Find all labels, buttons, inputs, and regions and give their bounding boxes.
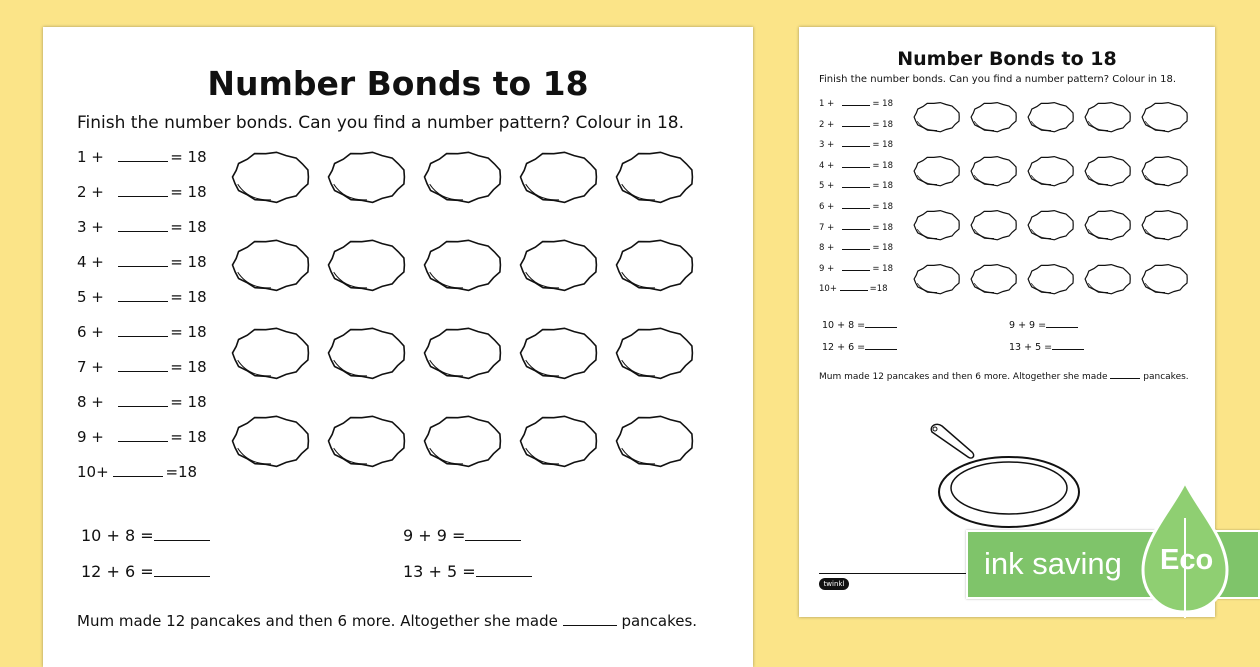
pancake-icon[interactable] <box>521 328 597 378</box>
bond-row <box>819 139 893 150</box>
bond-end: =18 <box>869 284 888 294</box>
sum-question <box>403 526 521 545</box>
answer-blank[interactable] <box>840 283 868 291</box>
bond-start: 3 + <box>77 218 104 236</box>
bond-end: = 18 <box>872 223 893 233</box>
story-text: Mum made 12 pancakes and then 6 more. Altogether she made <box>819 372 1108 382</box>
pancake-icon[interactable] <box>1142 157 1187 186</box>
bond-row <box>819 119 893 130</box>
bond-row <box>819 98 893 109</box>
sum-question <box>1009 319 1078 331</box>
worksheet-page-large <box>43 27 753 667</box>
bond-end: = 18 <box>170 288 207 306</box>
pancake-icon[interactable] <box>1142 103 1187 132</box>
answer-blank[interactable] <box>118 359 168 372</box>
pancake-icon[interactable] <box>1028 157 1073 186</box>
pancake-icon[interactable] <box>233 240 309 290</box>
bond-row <box>77 148 207 166</box>
bond-start: 10+ <box>819 284 837 294</box>
bond-row <box>77 218 207 236</box>
bond-start: 3 + <box>819 140 835 150</box>
answer-blank[interactable] <box>865 319 897 328</box>
bond-end: = 18 <box>872 161 893 171</box>
bond-start: 1 + <box>819 99 835 109</box>
bond-start: 7 + <box>819 223 835 233</box>
bond-start: 10+ <box>77 463 109 481</box>
pancake-icon[interactable] <box>971 103 1016 132</box>
answer-blank[interactable] <box>118 149 168 162</box>
sum-question <box>81 526 210 545</box>
bond-end: = 18 <box>170 323 207 341</box>
answer-blank[interactable] <box>842 201 870 209</box>
bond-start: 5 + <box>77 288 104 306</box>
bond-row <box>819 263 893 274</box>
story-text: Mum made 12 pancakes and then 6 more. Altogether she made <box>77 612 558 630</box>
bond-end: = 18 <box>872 264 893 274</box>
answer-blank[interactable] <box>154 528 210 541</box>
bond-row <box>77 323 207 341</box>
pancake-icon[interactable] <box>971 157 1016 186</box>
bond-row <box>77 393 207 411</box>
pancake-icon[interactable] <box>617 152 693 202</box>
bond-start: 9 + <box>819 264 835 274</box>
pancake-icon[interactable] <box>1085 157 1130 186</box>
bond-end: = 18 <box>170 148 207 166</box>
instructions: Finish the number bonds. Can you find a number pattern? Colour in 18. <box>77 113 685 133</box>
pancake-icon[interactable] <box>233 416 309 466</box>
answer-blank[interactable] <box>118 324 168 337</box>
pancake-icon[interactable] <box>1028 265 1073 294</box>
answer-blank[interactable] <box>842 180 870 188</box>
bond-start: 4 + <box>819 161 835 171</box>
bond-end: = 18 <box>170 218 207 236</box>
bond-start: 1 + <box>77 148 104 166</box>
bond-row <box>77 428 207 446</box>
answer-blank[interactable] <box>118 254 168 267</box>
word-problem <box>819 371 1189 382</box>
bond-end: = 18 <box>872 99 893 109</box>
pancake-icon[interactable] <box>914 157 959 186</box>
pancake-icon[interactable] <box>1085 103 1130 132</box>
answer-blank[interactable] <box>865 341 897 350</box>
pancake-icon[interactable] <box>1028 211 1073 240</box>
answer-blank[interactable] <box>113 464 163 477</box>
sum-text: 13 + 5 = <box>1009 342 1053 353</box>
pancake-icon[interactable] <box>233 328 309 378</box>
bond-end: = 18 <box>170 428 207 446</box>
bond-row <box>819 222 893 233</box>
bond-start: 8 + <box>819 243 835 253</box>
answer-blank[interactable] <box>842 222 870 230</box>
bond-start: 9 + <box>77 428 104 446</box>
sum-question <box>81 562 210 581</box>
pancake-icon[interactable] <box>521 240 597 290</box>
pancake-icon[interactable] <box>617 416 693 466</box>
answer-blank[interactable] <box>118 394 168 407</box>
pancake-icon[interactable] <box>425 416 501 466</box>
bond-row <box>77 253 207 271</box>
bond-row <box>819 283 888 294</box>
answer-blank[interactable] <box>465 528 521 541</box>
badge-label: ink saving <box>984 546 1122 581</box>
answer-blank[interactable] <box>1046 319 1078 328</box>
bond-start: 7 + <box>77 358 104 376</box>
bond-start: 2 + <box>77 183 104 201</box>
pancake-icon[interactable] <box>1028 103 1073 132</box>
frying-pan-icon <box>924 422 1084 532</box>
pancake-icon[interactable] <box>329 416 405 466</box>
sum-text: 12 + 6 = <box>822 342 866 353</box>
bond-start: 6 + <box>819 202 835 212</box>
twinkl-logo: twinkl <box>819 578 849 590</box>
pancake-icon[interactable] <box>914 103 959 132</box>
pancake-icon[interactable] <box>425 152 501 202</box>
pancake-grid <box>228 147 708 492</box>
bond-end: = 18 <box>872 243 893 253</box>
instructions: Finish the number bonds. Can you find a number pattern? Colour in 18. <box>819 74 1177 85</box>
pancake-icon[interactable] <box>521 416 597 466</box>
pancake-icon[interactable] <box>329 152 405 202</box>
story-text-end: pancakes. <box>1143 372 1189 382</box>
bond-start: 4 + <box>77 253 104 271</box>
bond-row <box>77 183 207 201</box>
answer-blank[interactable] <box>842 160 870 168</box>
bond-row <box>819 160 893 171</box>
pancake-icon[interactable] <box>329 240 405 290</box>
answer-blank[interactable] <box>1052 341 1084 350</box>
bond-row <box>77 358 207 376</box>
answer-blank[interactable] <box>118 289 168 302</box>
sum-text: 9 + 9 = <box>403 526 466 545</box>
bond-row <box>819 242 893 253</box>
answer-blank[interactable] <box>476 564 532 577</box>
pancake-icon[interactable] <box>1142 265 1187 294</box>
pancake-icon[interactable] <box>914 211 959 240</box>
pancake-icon[interactable] <box>1142 211 1187 240</box>
bond-start: 8 + <box>77 393 104 411</box>
answer-blank[interactable] <box>1110 371 1140 379</box>
sum-question <box>403 562 532 581</box>
bond-row <box>819 201 893 212</box>
answer-blank[interactable] <box>842 119 870 127</box>
sum-text: 9 + 9 = <box>1009 320 1047 331</box>
sum-text: 13 + 5 = <box>403 562 476 581</box>
pancake-grid <box>909 97 1189 297</box>
bond-row <box>77 463 197 481</box>
story-text-end: pancakes. <box>621 612 698 630</box>
pancake-icon[interactable] <box>617 328 693 378</box>
pancake-icon[interactable] <box>425 240 501 290</box>
pancake-icon[interactable] <box>971 265 1016 294</box>
eco-label: Eco <box>1160 544 1214 576</box>
bond-end: = 18 <box>872 202 893 212</box>
word-problem <box>77 612 697 630</box>
bond-start: 6 + <box>77 323 104 341</box>
page-title: Number Bonds to 18 <box>897 48 1117 70</box>
bond-end: = 18 <box>170 183 207 201</box>
answer-blank[interactable] <box>842 263 870 271</box>
pancake-icon[interactable] <box>233 152 309 202</box>
sum-question <box>822 319 897 331</box>
bond-start: 5 + <box>819 181 835 191</box>
bond-end: = 18 <box>170 253 207 271</box>
pancake-icon[interactable] <box>971 211 1016 240</box>
pancake-icon[interactable] <box>1085 211 1130 240</box>
answer-blank[interactable] <box>118 184 168 197</box>
page-title: Number Bonds to 18 <box>207 64 589 103</box>
pancake-icon[interactable] <box>1085 265 1130 294</box>
sum-text: 10 + 8 = <box>822 320 866 331</box>
bond-end: = 18 <box>872 181 893 191</box>
sum-text: 12 + 6 = <box>81 562 154 581</box>
bond-row <box>819 180 893 191</box>
answer-blank[interactable] <box>563 614 617 626</box>
pancake-icon[interactable] <box>914 265 959 294</box>
answer-blank[interactable] <box>118 219 168 232</box>
pancake-icon[interactable] <box>425 328 501 378</box>
pancake-icon[interactable] <box>617 240 693 290</box>
bond-end: = 18 <box>170 393 207 411</box>
sum-question <box>1009 341 1084 353</box>
sum-question <box>822 341 897 353</box>
bond-row <box>77 288 207 306</box>
answer-blank[interactable] <box>842 98 870 106</box>
answer-blank[interactable] <box>154 564 210 577</box>
bond-end: = 18 <box>170 358 207 376</box>
bond-start: 2 + <box>819 120 835 130</box>
pancake-icon[interactable] <box>521 152 597 202</box>
bond-end: = 18 <box>872 120 893 130</box>
bond-end: = 18 <box>872 140 893 150</box>
answer-blank[interactable] <box>118 429 168 442</box>
answer-blank[interactable] <box>842 139 870 147</box>
sum-text: 10 + 8 = <box>81 526 154 545</box>
bond-end: =18 <box>165 463 198 481</box>
pancake-icon[interactable] <box>329 328 405 378</box>
answer-blank[interactable] <box>842 242 870 250</box>
